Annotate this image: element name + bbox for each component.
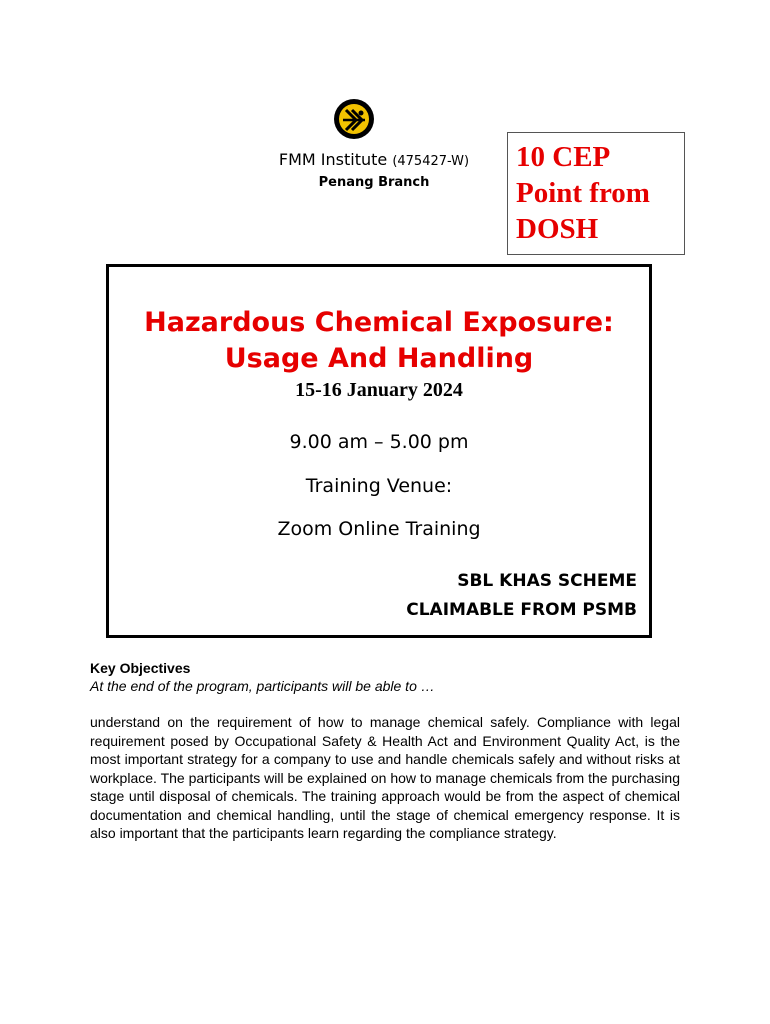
objectives-body: understand on the requirement of how to manage chemical safely. Compliance with legal requirement posed by Occupational Safety & Health Act and Environment Quality Act, is the most important strategy for a company to use and handle chemicals safely and without risks at workplace. The participants will be explained on how to manage chemicals from the purchasing stage until disposal of chemicals. The training approach would be from the aspect of chemical documentation and chemical handling, until the stage of chemical emergency response. It is also important that the participants learn regarding the compliance strategy.	[90, 714, 680, 841]
cep-line-2: Point from	[516, 177, 650, 209]
objectives-intro: At the end of the program, participants will be able to …	[90, 678, 435, 694]
event-title	[109, 305, 649, 377]
cep-line-1: 10 CEP	[516, 141, 611, 173]
scheme-line-2: CLAIMABLE FROM PSMB	[406, 600, 637, 620]
fmm-logo-icon	[333, 98, 375, 140]
event-date: 15-16 January 2024	[295, 379, 463, 401]
event-title-line-2: Usage And Handling	[224, 343, 534, 374]
cep-line-3: DOSH	[516, 213, 599, 245]
funding-scheme	[406, 567, 637, 625]
event-time: 9.00 am – 5.00 pm	[289, 431, 469, 453]
event-title-line-1: Hazardous Chemical Exposure:	[144, 307, 614, 338]
venue-label: Training Venue:	[305, 475, 453, 497]
venue-value: Zoom Online Training	[277, 518, 481, 540]
cep-points-box	[507, 132, 685, 255]
event-details-box	[106, 264, 652, 638]
org-name-text: FMM Institute	[278, 150, 388, 169]
branch-name: Penang Branch	[318, 175, 430, 190]
scheme-line-1: SBL KHAS SCHEME	[457, 571, 637, 591]
org-name	[250, 150, 498, 169]
objectives-heading: Key Objectives	[90, 660, 191, 676]
org-registration: (475427-W)	[392, 154, 470, 169]
